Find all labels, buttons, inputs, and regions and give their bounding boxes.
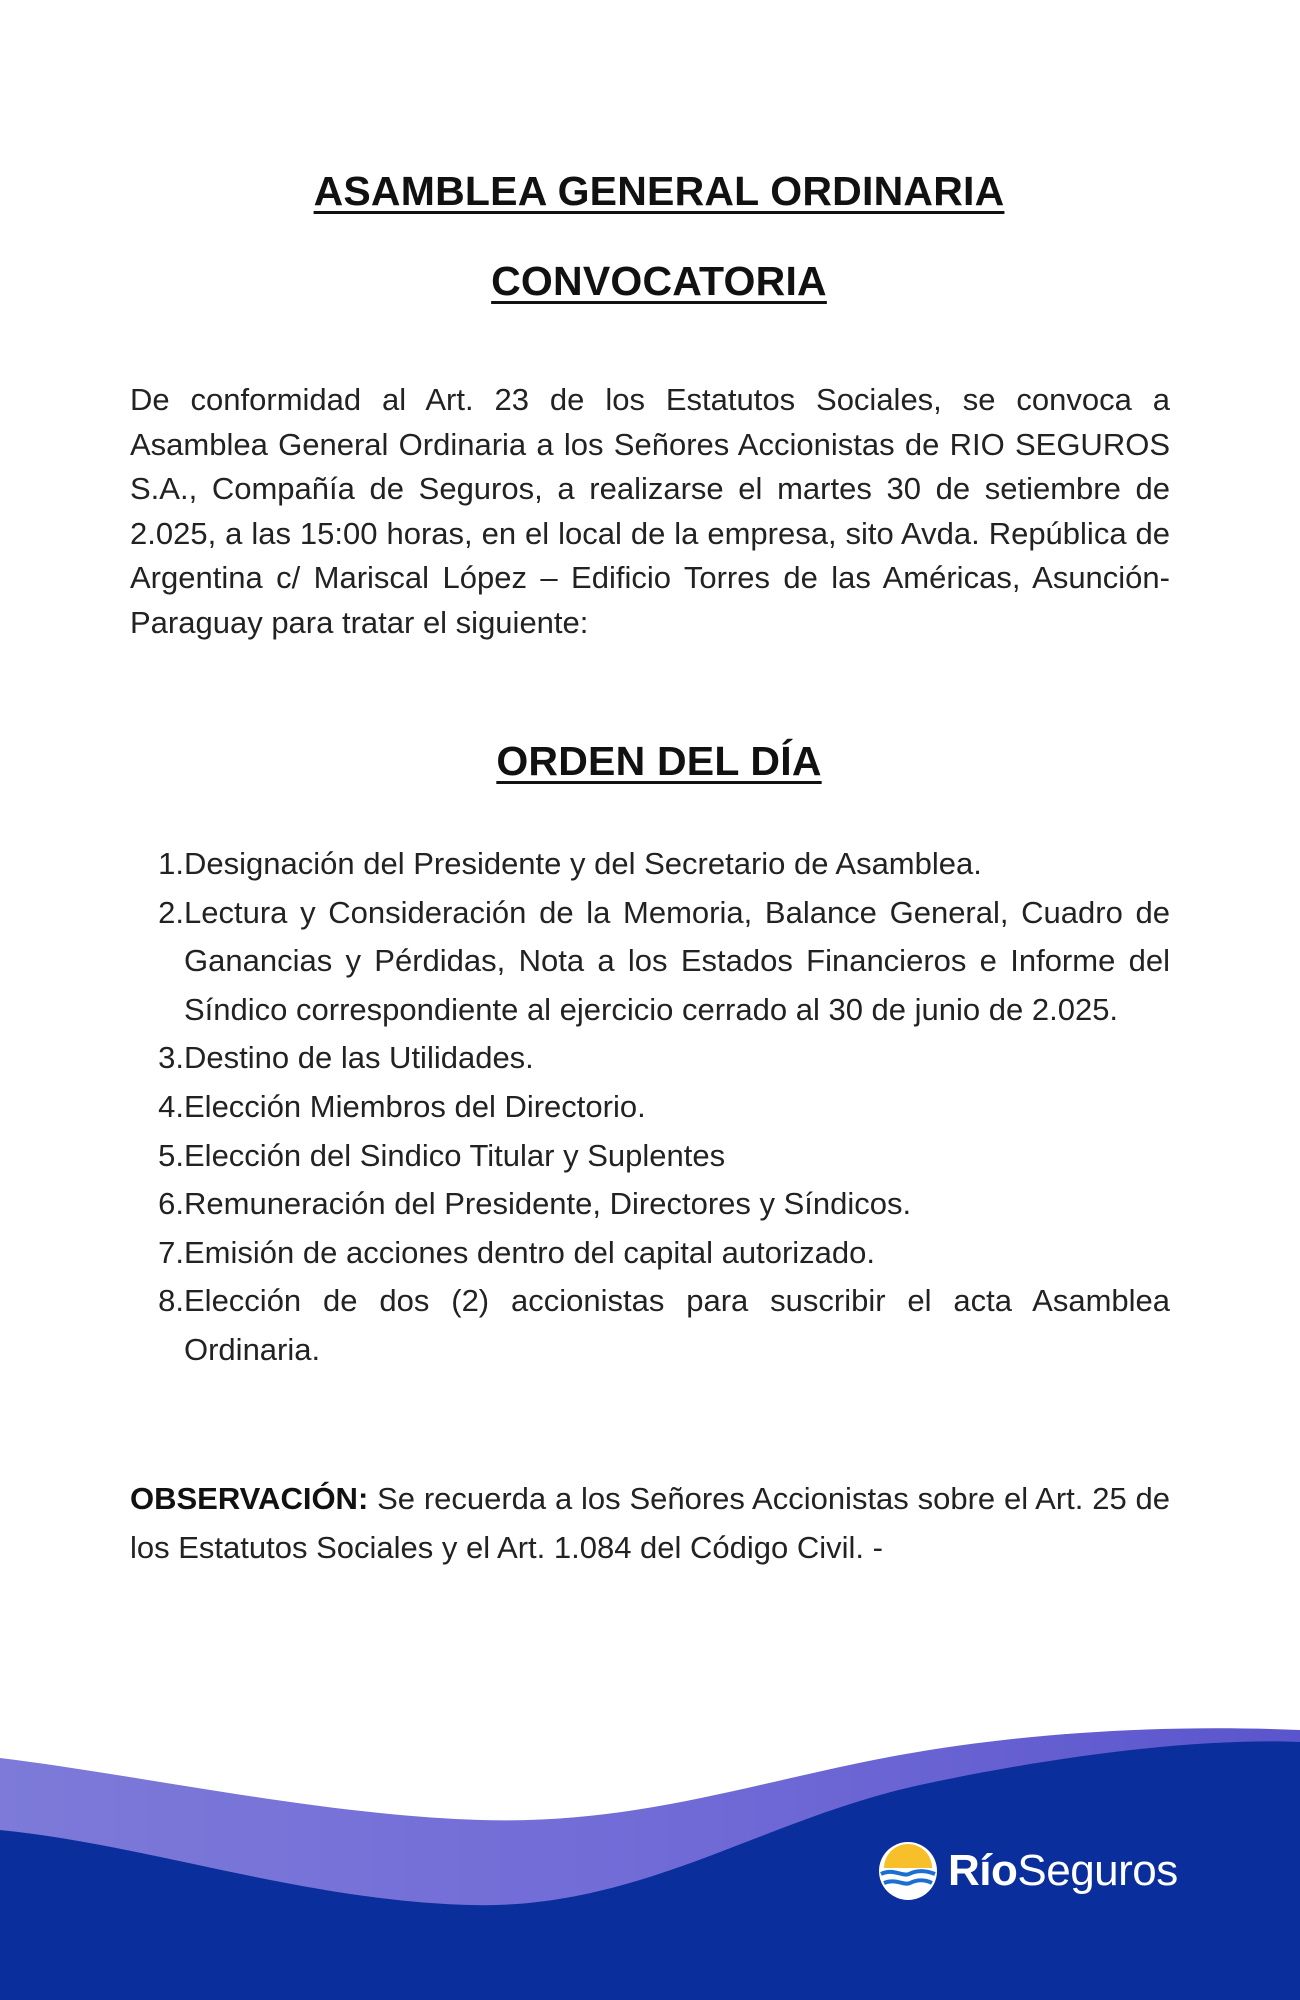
intro-paragraph: De conformidad al Art. 23 de los Estatutos Sociales, se convoca a Asamblea General Ordinaria a los Señores Accionistas de RIO SEGUROS S.A., Compañía de Seguros, a realizarse el martes 30 de setiembre de 2.025, a las 15:00 horas, en el local de la empresa, sito Avda. República de Argentina c/ Mariscal López – Edificio Torres de las Américas, Asunción-Paraguay para tratar el siguiente: [130, 382, 1170, 640]
agenda-title: ORDEN DEL DÍA [496, 738, 822, 784]
observation-text: Se recuerda a los Señores Accionistas sobre el Art. 25 de los Estatutos Sociales y el Art. 1.084 del Código Civil. - [130, 1481, 1170, 1565]
agenda-item-text: Elección del Sindico Titular y Suplentes [184, 1137, 726, 1173]
agenda-item [130, 1180, 1170, 1229]
agenda-item-number: 2. [158, 894, 184, 930]
agenda-list [130, 840, 1170, 1375]
agenda-item-number: 6. [158, 1186, 184, 1222]
agenda-item [130, 840, 1170, 889]
brand-name-light: Seguros [1017, 1846, 1178, 1895]
brand-name [948, 1846, 1178, 1896]
agenda-item [130, 1132, 1170, 1181]
agenda-item [130, 1277, 1170, 1374]
agenda-item-number: 3. [158, 1040, 184, 1076]
agenda-item-number: 5. [158, 1137, 184, 1173]
observation-note [130, 1475, 1170, 1572]
agenda-item-number: 8. [158, 1283, 184, 1319]
agenda-item [130, 1034, 1170, 1083]
agenda-item-number: 7. [158, 1234, 184, 1270]
agenda-item-number: 1. [158, 846, 184, 881]
observation-label: OBSERVACIÓN: [130, 1481, 369, 1516]
agenda-item [130, 1083, 1170, 1132]
document-title: ASAMBLEA GENERAL ORDINARIA [313, 168, 1005, 214]
sun-over-waves-logo-icon [878, 1841, 938, 1901]
agenda-item-text: Destino de las Utilidades. [184, 1040, 534, 1076]
document-subtitle: CONVOCATORIA [491, 258, 827, 304]
agenda-item [130, 1229, 1170, 1278]
brand-logo [878, 1840, 1178, 1902]
brand-name-strong: Río [948, 1846, 1018, 1895]
agenda-item [130, 889, 1170, 1035]
agenda-item-text: Lectura y Consideración de la Memoria, Balance General, Cuadro de Ganancias y Pérdidas, Nota a los Estados Financieros e Informe del Síndico correspondiente al ejercicio cerrado al 30 de junio de 2.025. [184, 894, 1170, 1027]
agenda-item-text: Remuneración del Presidente, Directores y Síndicos. [184, 1186, 912, 1222]
agenda-item-text: Elección Miembros del Directorio. [184, 1088, 646, 1124]
agenda-item-text: Designación del Presidente y del Secretario de Asamblea. [184, 846, 982, 881]
agenda-item-text: Elección de dos (2) accionistas para suscribir el acta Asamblea Ordinaria. [184, 1283, 1170, 1367]
agenda-item-text: Emisión de acciones dentro del capital autorizado. [184, 1234, 876, 1270]
agenda-item-number: 4. [158, 1088, 184, 1124]
